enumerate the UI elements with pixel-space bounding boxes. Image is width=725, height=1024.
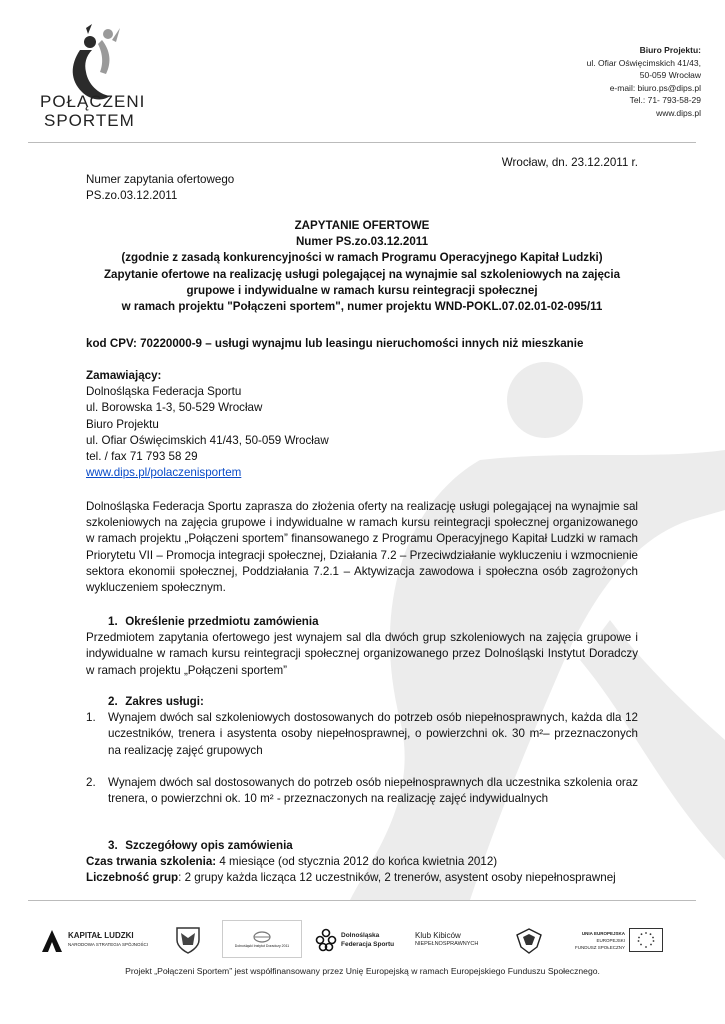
section-2-heading xyxy=(86,694,638,710)
duration-value: 4 miesiące (od stycznia 2012 do końca kwietnia 2012) xyxy=(216,855,498,869)
dfs-logo-line2: Federacja Sportu xyxy=(341,941,395,948)
kapital-ludzki-title: KAPITAŁ LUDZKI xyxy=(68,931,134,940)
project-website-link[interactable]: www.dips.pl/polaczenisportem xyxy=(86,466,242,480)
section-3 xyxy=(86,838,638,887)
list-item-text: Wynajem dwóch sal szkoleniowych dostosowanych do potrzeb osób niepełnosprawnych, każda dla 12 uczestników, trenera i asystenta osoby niepełnosprawnej, o powierzchni ok. 30 m²– przeznaczonych na realizację zajęć grupowych xyxy=(108,711,638,757)
eu-logo xyxy=(575,920,690,960)
client-line: ul. Ofiar Oświęcimskich 41/43, 50-059 Wrocław xyxy=(86,433,329,447)
eu-logo-line3: FUNDUSZ SPOŁECZNY xyxy=(575,944,626,950)
client-line: Biuro Projektu xyxy=(86,417,159,431)
klub-kibicow-line1: Klub Kibiców xyxy=(415,931,461,940)
dfs-logo-line1: Dolnośląska xyxy=(341,932,380,939)
document-title-block xyxy=(86,218,638,315)
kapital-ludzki-icon xyxy=(40,926,64,954)
eagle-emblem-logo xyxy=(515,920,545,960)
did-logo xyxy=(222,920,302,958)
section-1-number: 1. xyxy=(108,615,118,628)
section-1 xyxy=(86,614,638,679)
section-2-number: 2. xyxy=(108,695,118,708)
cpv-code: kod CPV: 70220000-9 – usługi wynajmu lub leasingu nieruchomości innych niż mieszkanie xyxy=(86,337,584,350)
section-1-heading xyxy=(86,614,638,630)
client-line: Dolnośląska Federacja Sportu xyxy=(86,385,242,399)
footer-logos xyxy=(40,920,690,960)
title-line: Numer PS.zo.03.12.2011 xyxy=(295,235,429,249)
office-address2: 50-059 Wrocław xyxy=(639,70,701,80)
eu-logo-line2: EUROPEJSKI xyxy=(596,937,626,943)
did-logo-icon xyxy=(252,930,272,944)
eu-flag-icon xyxy=(629,928,663,952)
section-2-title: Zakres usługi: xyxy=(125,695,204,708)
project-office-block xyxy=(587,44,701,119)
section-1-text: Przedmiotem zapytania ofertowego jest wynajem sal dla dwóch grup szkoleniowych na zajęcia grupowe i indywidualne w ramach kursu reintegracji społecznej organizowanego przez Dolnośląski Instytut Doradczy w ramach projektu „Połączeni sportem” xyxy=(86,631,638,677)
section-1-title: Określenie przedmiotu zamówienia xyxy=(125,615,319,628)
groups-value: : 2 grupy każda licząca 12 uczestników, 2 trenerów, asystent osoby niepełnosprawnej xyxy=(178,871,616,885)
klub-kibicow-line2: NIEPEŁNOSPRAWNYCH xyxy=(415,941,479,947)
logo-text-line1: POŁĄCZENI xyxy=(40,92,146,111)
client-line: tel. / fax 71 793 58 29 xyxy=(86,450,198,464)
client-block xyxy=(86,368,329,481)
list-item-text: Wynajem dwóch sal dostosowanych do potrzeb osób niepełnosprawnych dla uczestnika szkolenia oraz trenera, o powierzchni ok. 10 m² - przeznaczonych na realizację zajęć indywidualnych xyxy=(108,775,638,806)
title-line: Zapytanie ofertowe na realizację usługi polegającej na wynajmie sal szkoleniowych na zajęcia xyxy=(103,267,621,281)
section-2 xyxy=(86,694,638,807)
header-divider xyxy=(28,142,696,143)
intro-paragraph: Dolnośląska Federacja Sportu zaprasza do złożenia oferty na realizację usługi polegającej na wynajmie sal szkoleniowych na zajęcia grupowe i indywidualne w ramach kursu reintegracji społecznej organizowanego w ramach projektu „Połączeni sportem” finansowanego z Programu Operacyjnego Kapitał Ludzki w ramach Priorytetu VII – Promocja integracji społecznej, Działania 7.2 – Przeciwdziałanie wykluczeniu i wzmocnienie sektora ekonomii społecznej, Poddziałania 7.2.1 – Aktywizacja zawodowa i społeczna osób zagrożonych wykluczeniem społecznym. xyxy=(86,500,638,595)
title-line: grupowe i indywidualne w ramach kursu reintegracji społecznej xyxy=(186,283,538,297)
list-item-number: 2. xyxy=(86,775,96,789)
logo-text-line2: SPORTEM xyxy=(44,111,135,130)
dfs-logo xyxy=(315,920,400,960)
section-3-heading xyxy=(86,838,638,854)
document-date: Wrocław, dn. 23.12.2011 r. xyxy=(501,156,638,169)
request-number-value: PS.zo.03.12.2011 xyxy=(86,189,178,203)
title-line: (zgodnie z zasadą konkurencyjności w ramach Programu Operacyjnego Kapitał Ludzki) xyxy=(121,251,603,265)
office-email: e-mail: biuro.ps@dips.pl xyxy=(609,82,701,93)
client-line: ul. Borowska 1-3, 50-529 Wrocław xyxy=(86,401,263,415)
duration-label: Czas trwania szkolenia: xyxy=(86,855,217,869)
coat-of-arms-icon xyxy=(175,925,201,955)
footer-note: Projekt „Połączeni Sportem” jest współfinansowany przez Unię Europejską w ramach Europejskiego Funduszu Społecznego. xyxy=(125,966,600,976)
coat-of-arms-logo xyxy=(175,920,203,960)
eu-logo-line1: UNIA EUROPEJSKA xyxy=(581,930,626,936)
request-number-block xyxy=(86,172,234,204)
title-line: ZAPYTANIE OFERTOWE xyxy=(294,219,430,232)
client-heading: Zamawiający: xyxy=(86,369,162,382)
office-address1: ul. Ofiar Oświęcimskich 41/43, xyxy=(586,57,701,68)
duration-line xyxy=(86,854,638,870)
dfs-logo-icon xyxy=(315,928,337,952)
title-line: w ramach projektu "Połączeni sportem", numer projektu WND-POKL.07.02.01-02-095/11 xyxy=(121,300,603,314)
eagle-emblem-icon xyxy=(515,925,543,955)
office-phone: Tel.: 71- 793-58-29 xyxy=(629,95,701,105)
list-item-number: 1. xyxy=(86,711,96,725)
office-web: www.dips.pl xyxy=(656,107,701,118)
kapital-ludzki-logo xyxy=(40,920,150,960)
groups-label: Liczebność grup xyxy=(86,871,179,885)
request-number-label: Numer zapytania ofertowego xyxy=(86,173,235,186)
office-heading: Biuro Projektu: xyxy=(639,45,701,55)
section-3-title: Szczegółowy opis zamówienia xyxy=(125,839,293,852)
list-item xyxy=(86,775,638,807)
groups-line xyxy=(86,870,638,886)
kapital-ludzki-subtitle: NARODOWA STRATEGIA SPÓJNOŚCI xyxy=(68,942,149,947)
list-item xyxy=(86,710,638,759)
footer-divider xyxy=(28,900,696,901)
section-3-number: 3. xyxy=(108,839,118,852)
did-logo-text: Dolnośląski Instytut Doradczy 2011 xyxy=(234,944,290,948)
klub-kibicow-logo xyxy=(415,920,495,960)
